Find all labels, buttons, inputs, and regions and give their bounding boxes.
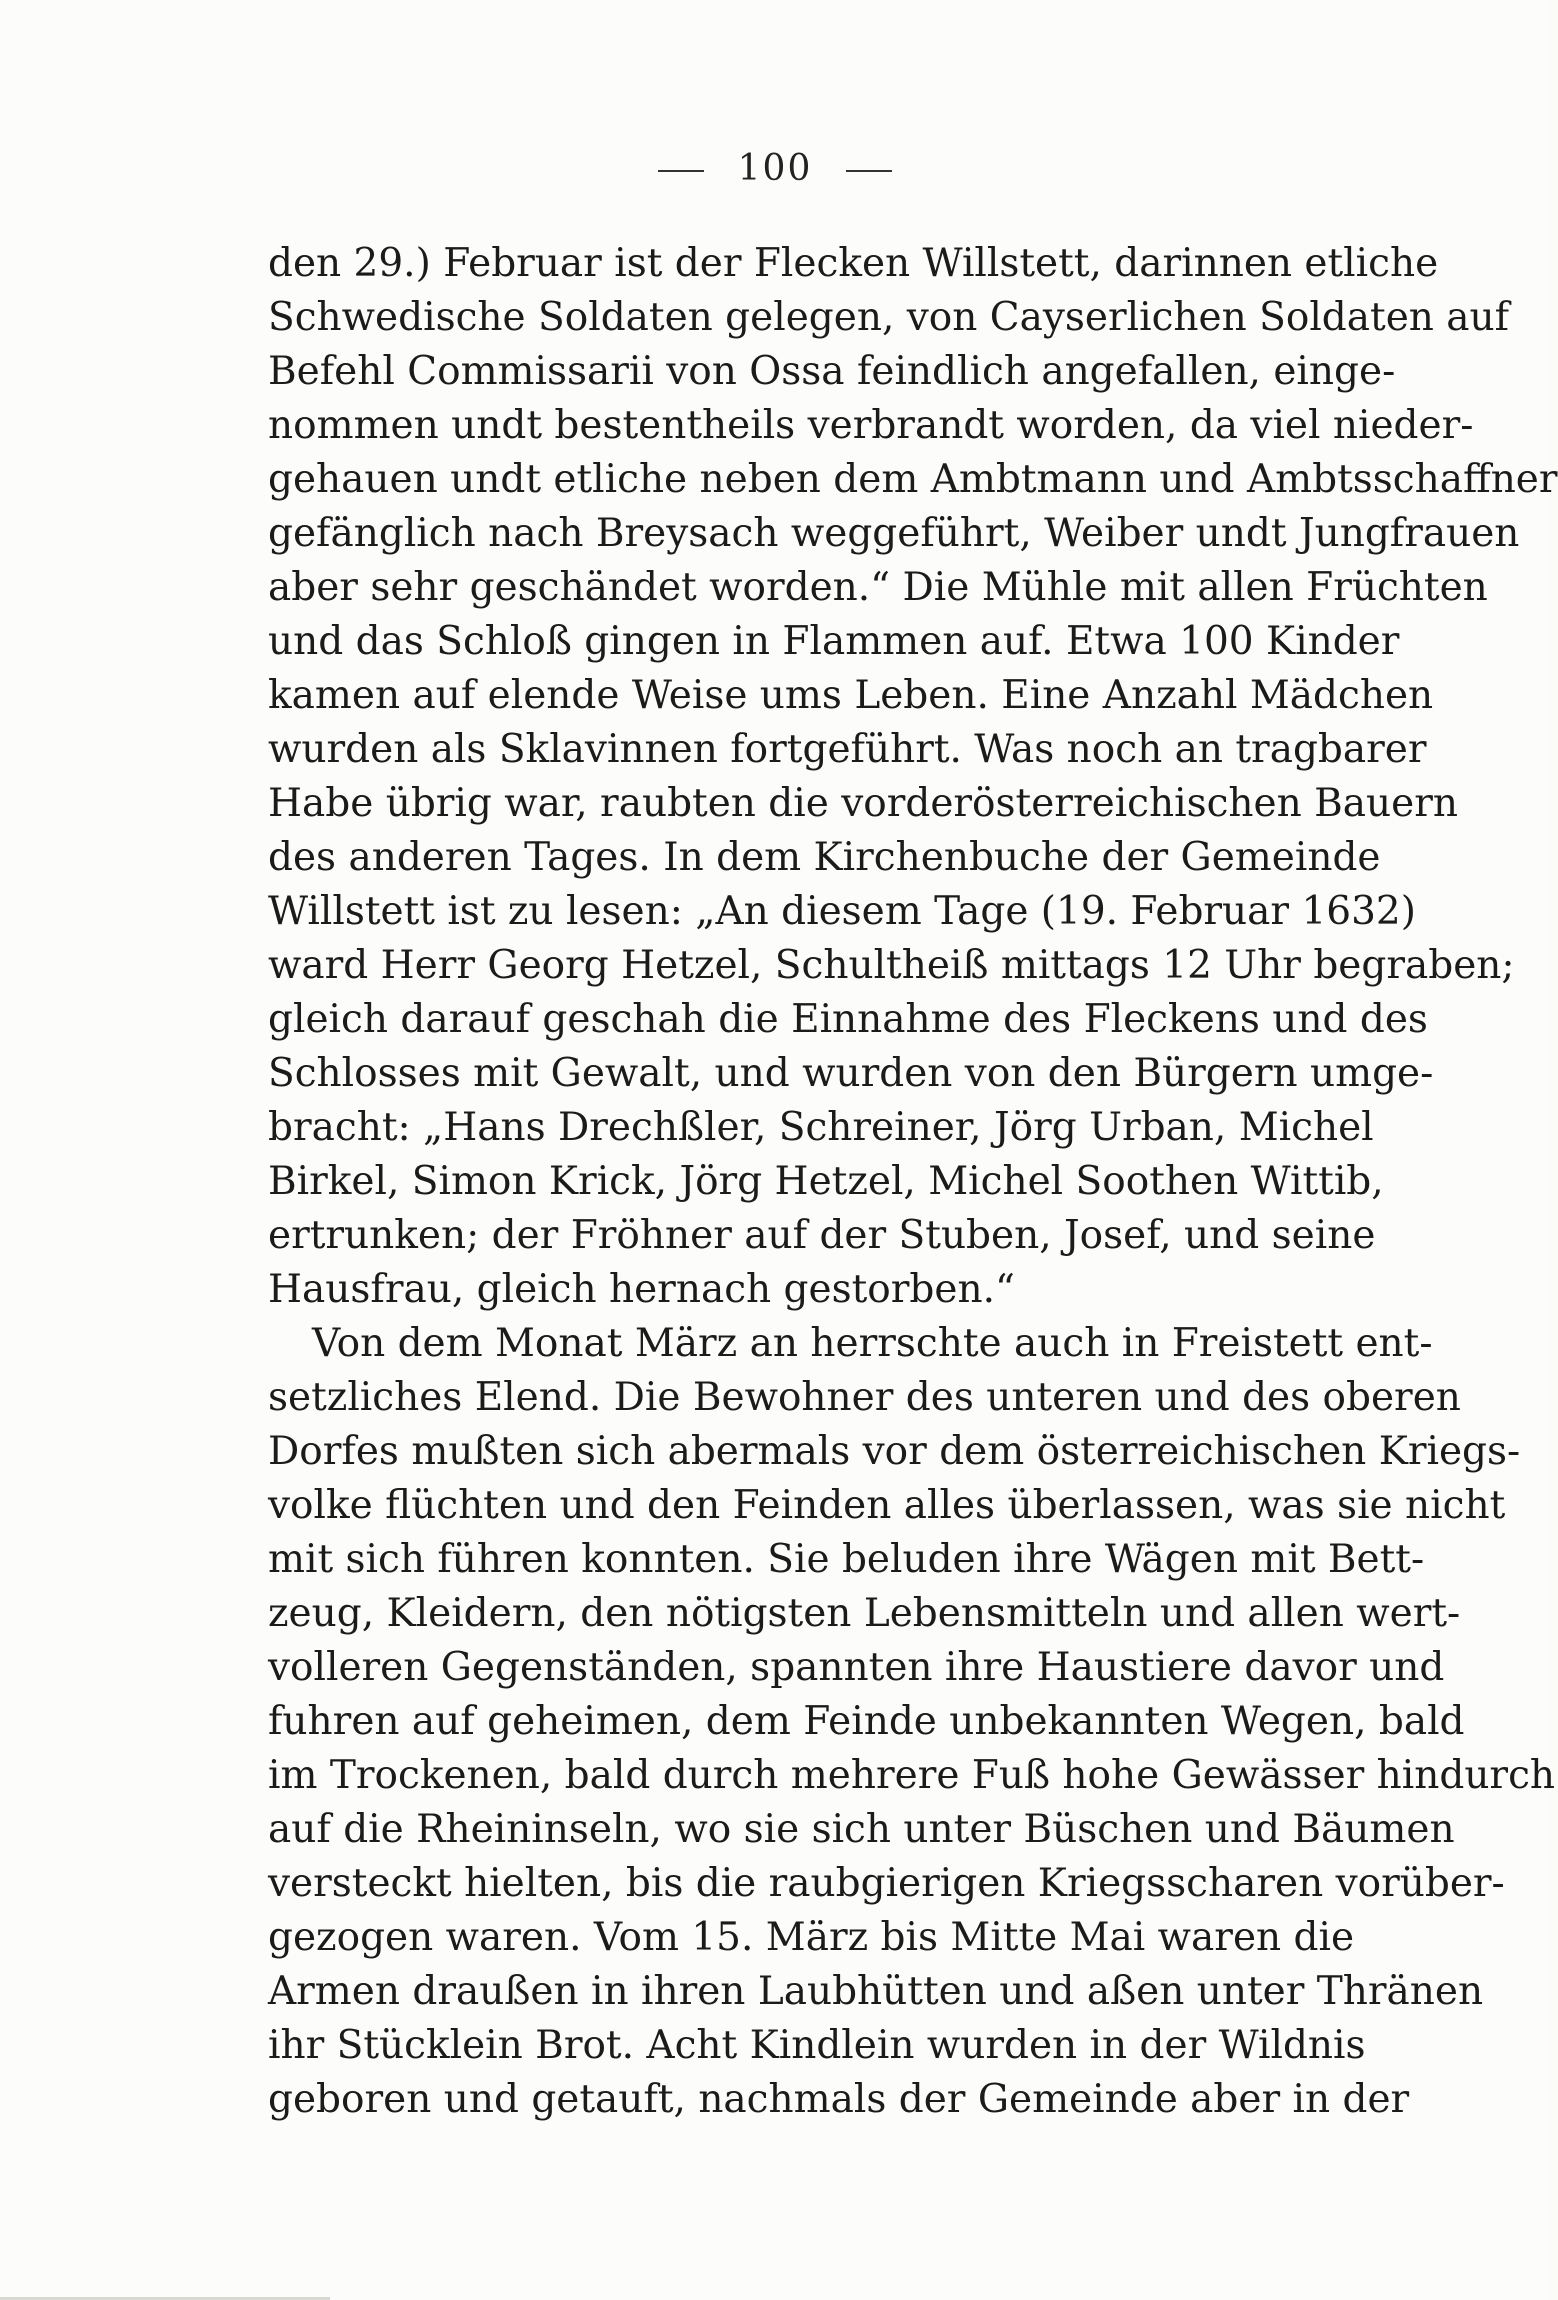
text-line: Von dem Monat März an herrschte auch in Freistett ent-	[312, 1321, 1433, 1366]
text-line: Birkel, Simon Krick, Jörg Hetzel, Michel Soothen Wittib,	[268, 1159, 1384, 1204]
page-header	[0, 148, 1550, 189]
text-line: Hausfrau, gleich hernach gestorben.“	[268, 1267, 1015, 1312]
text-line: setzliches Elend. Die Bewohner des unteren und des oberen	[268, 1375, 1461, 1420]
text-line: nommen undt bestentheils verbrandt worden, da viel nieder-	[268, 403, 1474, 448]
text-line: den 29.) Februar ist der Flecken Willstett, darinnen etliche	[268, 241, 1439, 286]
text-line: gefänglich nach Breysach weggeführt, Weiber undt Jungfrauen	[268, 511, 1520, 556]
text-line: Willstett ist zu lesen: „An diesem Tage (19. Februar 1632)	[268, 889, 1416, 934]
text-line: gleich darauf geschah die Einnahme des Fleckens und des	[268, 997, 1428, 1042]
text-line: Schwedische Soldaten gelegen, von Cayserlichen Soldaten auf	[268, 295, 1510, 340]
text-line: ertrunken; der Fröhner auf der Stuben, Josef, und seine	[268, 1213, 1376, 1258]
page-number: 100	[737, 148, 813, 189]
text-line: fuhren auf geheimen, dem Feinde unbekannten Wegen, bald	[268, 1699, 1465, 1744]
text-line: zeug, Kleidern, den nötigsten Lebensmitteln und allen wert-	[268, 1591, 1461, 1636]
text-line: bracht: „Hans Drechßler, Schreiner, Jörg Urban, Michel	[268, 1105, 1374, 1150]
header-dash-right	[846, 170, 892, 172]
text-line: kamen auf elende Weise ums Leben. Eine Anzahl Mädchen	[268, 673, 1434, 718]
text-line: Schlosses mit Gewalt, und wurden von den Bürgern umge-	[268, 1051, 1434, 1096]
text-line: geboren und getauft, nachmals der Gemeinde aber in der	[268, 2077, 1410, 2122]
header-dash-left	[658, 170, 704, 172]
text-line: aber sehr geschändet worden.“ Die Mühle mit allen Früchten	[268, 565, 1488, 610]
text-line: wurden als Sklavinnen fortgeführt. Was noch an tragbarer	[268, 727, 1427, 772]
text-line: ihr Stücklein Brot. Acht Kindlein wurden in der Wildnis	[268, 2023, 1366, 2068]
text-line: im Trockenen, bald durch mehrere Fuß hohe Gewässer hindurch	[268, 1753, 1556, 1798]
text-line: ward Herr Georg Hetzel, Schultheiß mittags 12 Uhr begraben;	[268, 943, 1515, 988]
text-line: volke flüchten und den Feinden alles überlassen, was sie nicht	[268, 1483, 1506, 1528]
text-line: versteckt hielten, bis die raubgierigen Kriegsscharen vorüber-	[268, 1861, 1505, 1906]
text-line: gezogen waren. Vom 15. März bis Mitte Mai waren die	[268, 1915, 1355, 1960]
text-line: mit sich führen konnten. Sie beluden ihre Wägen mit Bett-	[268, 1537, 1425, 1582]
text-line: des anderen Tages. In dem Kirchenbuche der Gemeinde	[268, 835, 1381, 880]
text-line: Habe übrig war, raubten die vorderösterreichischen Bauern	[268, 781, 1459, 826]
text-line: auf die Rheininseln, wo sie sich unter Büschen und Bäumen	[268, 1807, 1455, 1852]
text-line: gehauen undt etliche neben dem Ambtmann und Ambtsschaffner	[268, 457, 1558, 502]
text-line: und das Schloß gingen in Flammen auf. Etwa 100 Kinder	[268, 619, 1400, 664]
text-line: Armen draußen in ihren Laubhütten und aßen unter Thränen	[268, 1969, 1484, 2014]
body-text	[268, 237, 1558, 2127]
text-line: Befehl Commissarii von Ossa feindlich angefallen, einge-	[268, 349, 1396, 394]
text-line: Dorfes mußten sich abermals vor dem österreichischen Kriegs-	[268, 1429, 1521, 1474]
text-line: volleren Gegenständen, spannten ihre Haustiere davor und	[268, 1645, 1445, 1690]
